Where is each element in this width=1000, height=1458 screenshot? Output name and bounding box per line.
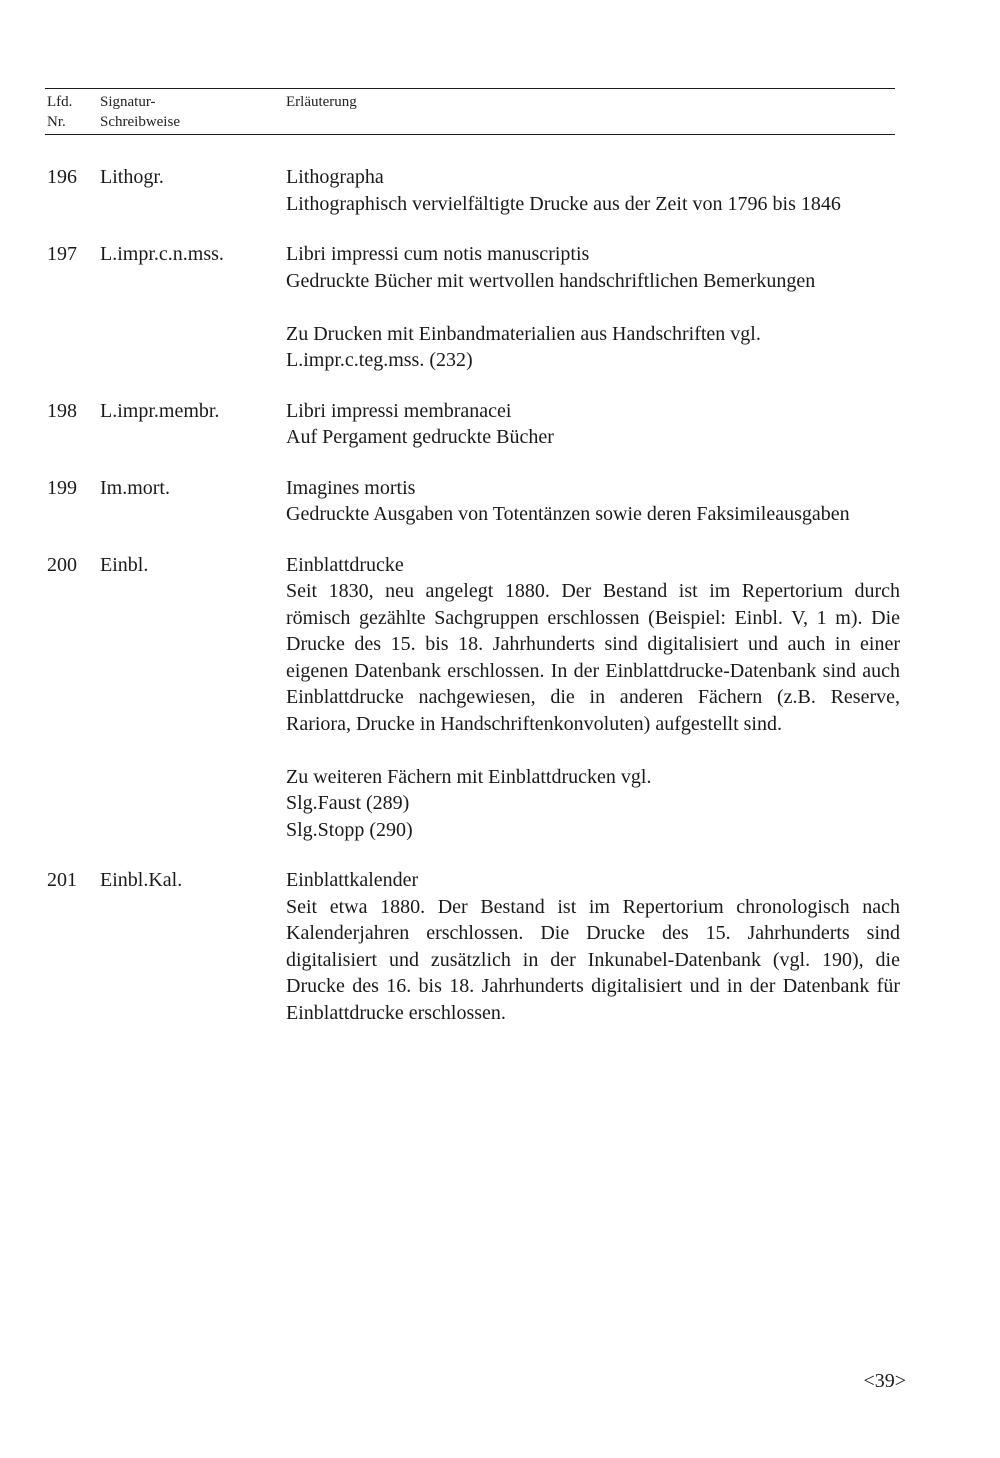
entry-number: 201 [47, 869, 77, 891]
entry-number: 199 [47, 476, 77, 499]
entry-signature: Lithogr. [100, 166, 164, 188]
entry-note-reference: Slg.Faust (289) [286, 792, 410, 814]
entry-explanation [286, 241, 900, 374]
header-col-signature-line2: Schreibweise [100, 114, 180, 130]
entry-title: Libri impressi membranacei [286, 399, 512, 422]
page-number: <39> [863, 1370, 906, 1392]
entry-explanation [286, 475, 900, 528]
header-col-explanation: Erläuterung [286, 94, 357, 110]
entry-explanation [286, 164, 900, 217]
entry-title: Imagines mortis [286, 476, 416, 499]
entry-title: Einblattkalender [286, 869, 419, 891]
header-col-number-line2: Nr. [47, 114, 66, 130]
entry-list [0, 164, 1000, 1050]
header-col-number-line1: Lfd. [47, 94, 73, 110]
entry-200 [0, 552, 1000, 844]
entry-199 [0, 475, 1000, 528]
entry-explanation [286, 867, 900, 1026]
entry-title: Einblattdrucke [286, 553, 404, 576]
header-top-rule [45, 88, 895, 89]
entry-number: 200 [47, 553, 77, 576]
entry-196 [0, 164, 1000, 217]
entry-signature: Einbl. [100, 553, 149, 576]
header-col-signature [100, 92, 180, 132]
header-col-signature-line1: Signatur- [100, 94, 156, 110]
entry-signature: L.impr.membr. [100, 399, 220, 422]
header-bottom-rule [45, 134, 895, 135]
entry-signature: L.impr.c.n.mss. [100, 243, 224, 265]
entry-description: Auf Pergament gedruckte Bücher [286, 426, 554, 448]
entry-title: Libri impressi cum notis manuscriptis [286, 243, 590, 265]
entry-description: Seit etwa 1880. Der Bestand ist im Repertorium chronologisch nach Kalenderjahren erschlossen. Die Drucke des 15. Jahrhunderts sind digitalisiert und zusätzlich in der Inkunabel-Datenbank (vgl. 190), die Drucke des 16. bis 18. Jahrhunderts digitalisiert und in der Datenbank für Einblattdrucke erschlossen. [286, 895, 900, 1024]
entry-description: Lithographisch vervielfältigte Drucke aus der Zeit von 1796 bis 1846 [286, 192, 841, 215]
entry-explanation [286, 398, 900, 451]
entry-description: Gedruckte Bücher mit wertvollen handschriftlichen Bemerkungen [286, 269, 816, 292]
entry-201 [0, 867, 1000, 1026]
entry-note: Zu weiteren Fächern mit Einblattdrucken vgl. [286, 765, 652, 788]
entry-signature: Im.mort. [100, 476, 170, 499]
entry-description: Gedruckte Ausgaben von Totentänzen sowie deren Faksimileausgaben [286, 503, 850, 525]
entry-number: 198 [47, 399, 77, 422]
entry-note: Zu Drucken mit Einbandmaterialien aus Handschriften vgl. [286, 322, 761, 345]
entry-signature: Einbl.Kal. [100, 869, 183, 891]
entry-number: 197 [47, 243, 77, 265]
entry-note-reference: Slg.Stopp (290) [286, 818, 413, 841]
entry-number: 196 [47, 166, 77, 188]
entry-description: Seit 1830, neu angelegt 1880. Der Bestand ist im Repertorium durch römisch gezählte Sachgruppen erschlossen (Beispiel: Einbl. V, 1 m). Die Drucke des 15. bis 18. Jahrhunderts sind digitalisiert und auch in einer eigenen Datenbank erschlossen. In der Einblattdrucke-Datenbank sind auch Einblattdrucke nachgewiesen, die in anderen Fächern (z.B. Reserve, Rariora, Drucke in Handschriftenkonvoluten) aufgestellt sind. [286, 580, 900, 735]
entry-198 [0, 398, 1000, 451]
entry-note-reference: L.impr.c.teg.mss. (232) [286, 349, 473, 371]
entry-explanation [286, 552, 900, 844]
header-col-number [47, 92, 72, 132]
entry-title: Lithographa [286, 166, 384, 188]
entry-197 [0, 241, 1000, 374]
